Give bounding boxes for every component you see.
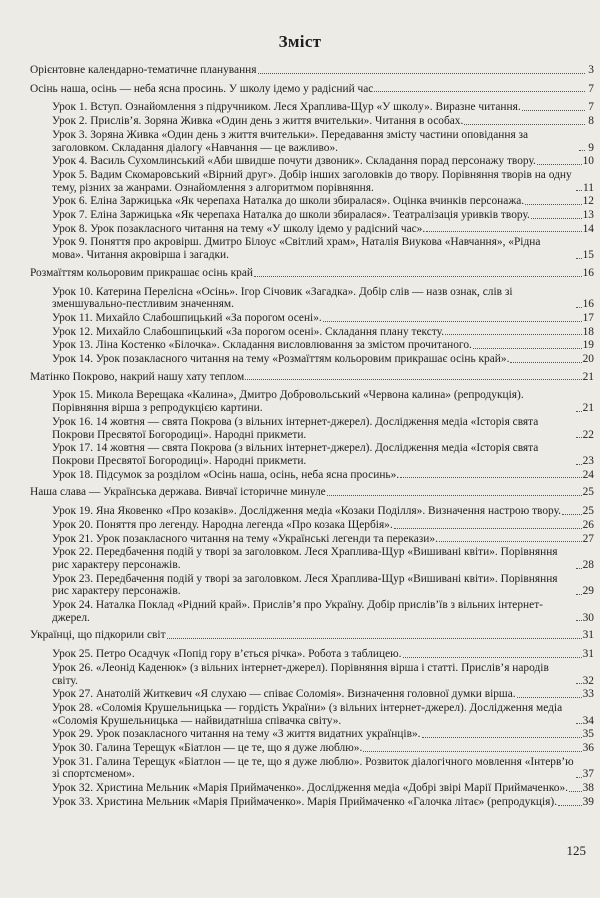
toc-lesson-entry	[30, 688, 594, 701]
toc-lesson-entry	[30, 533, 594, 546]
toc-entry-page: 31	[582, 629, 594, 642]
toc-lesson-entry	[30, 286, 594, 311]
toc-entry-page: 11	[583, 181, 594, 194]
toc-section-entry	[30, 267, 594, 280]
toc-lesson-entry	[30, 195, 594, 208]
toc-lesson-entry	[30, 129, 594, 154]
toc-lesson-entry	[30, 728, 594, 741]
toc-entry-page: 32	[582, 674, 594, 687]
toc-entry-text: Урок 29. Урок позакласного читання на тему «З життя видатних українців».	[52, 728, 421, 741]
toc-entry-text: Орієнтовне календарно-тематичне планування	[30, 64, 257, 76]
toc-entry-text: Урок 10. Катерина Перелісна «Осінь». Ігор Січовик «Загадка». Добір слів — назв ознак, слів зі зменшувально-пестливим значенням.	[52, 285, 513, 311]
toc-lesson-entry	[30, 519, 594, 532]
toc-entry-page: 33	[582, 688, 594, 701]
toc-entry-page: 14	[582, 222, 594, 235]
toc-entry-page: 34	[582, 714, 594, 727]
toc-entry-text: Урок 19. Яна Яковенко «Про козаків». Дослідження медіа «Козаки Поділля». Визначення настрою твору.	[52, 505, 561, 518]
toc-entry-page: 27	[582, 532, 594, 545]
dot-leader	[394, 528, 582, 529]
toc-entry-page: 29	[582, 585, 594, 598]
toc-entry-text: Українці, що підкорили світ	[30, 629, 166, 642]
toc-lesson-entry	[30, 648, 594, 661]
toc-entry-text: Наша слава — Українська держава. Вивчаї історичне минуле	[30, 486, 326, 499]
toc-entry-text: Урок 33. Христина Мельник «Марія Приймаченко». Марія Приймаченко «Галочка літає» (репродукція).	[52, 795, 558, 808]
toc-entry-text: Урок 6. Еліна Заржицька «Як черепаха Наталка до школи збиралася». Оцінка вчинків персонажа.	[52, 195, 525, 208]
table-of-contents	[30, 64, 594, 810]
toc-lesson-entry	[30, 155, 594, 168]
toc-entry-page: 10	[582, 155, 594, 168]
toc-entry-text: Урок 9. Поняття про акровірш. Дмитро Білоус «Світлий храм», Наталія Виукова «Навчання», «Рідна мова». Читання акровірша і загадки.	[52, 236, 541, 262]
toc-entry-text: Урок 20. Поняття про легенду. Народна легенда «Про козака Щербія».	[52, 518, 393, 531]
toc-entry-text: Розмаїттям кольоровим прикрашає осінь край	[30, 266, 253, 279]
dot-leader	[400, 477, 581, 478]
dot-leader	[525, 204, 582, 205]
dot-leader	[363, 751, 581, 752]
toc-entry-page: 25	[582, 486, 594, 499]
dot-leader	[522, 110, 585, 111]
toc-entry-text: Урок 21. Урок позакласного читання на тему «Українські легенди та перекази».	[52, 532, 438, 545]
dot-leader	[445, 334, 582, 335]
toc-entry-text: Урок 27. Анатолій Житкевич «Я слухаю — співає Соломія». Визначення головної думки вірша.	[52, 688, 516, 701]
toc-lesson-entry	[30, 505, 594, 518]
toc-entry-page: 8	[588, 115, 594, 128]
toc-entry-page: 19	[582, 339, 594, 352]
page-number: 125	[566, 843, 586, 858]
dot-leader	[576, 258, 582, 259]
toc-entry-text: Урок 30. Галина Терещук «Біатлон — це те, що я дуже люблю».	[52, 742, 363, 755]
toc-lesson-entry	[30, 353, 594, 366]
toc-entry-text: Урок 8. Урок позакласного читання на тему «У школу ідемо у радісний час».	[52, 222, 426, 235]
dot-leader	[426, 231, 581, 232]
toc-entry-page: 7	[588, 82, 594, 95]
toc-entry-page: 18	[582, 325, 594, 338]
toc-lesson-entry	[30, 389, 594, 414]
toc-entry-text: Урок 25. Петро Осадчук «Попід гору в’ється річка». Робота з таблицею.	[52, 648, 402, 661]
toc-entry-text: Урок 23. Передбачення подій у творі за заголовком. Леся Храплива-Щур «Вишивані квіти». Порівняння рис характеру персонажів.	[52, 572, 558, 598]
toc-entry-text: Урок 18. Підсумок за розділом «Осінь наша, осінь, неба ясна просинь».	[52, 468, 400, 481]
toc-lesson-entry	[30, 796, 594, 809]
toc-entry-text: Урок 16. 14 жовтня — свята Покрова (з вільних інтернет-джерел). Дослідження медіа «Історія свята Покрови Пресвятої Богородиці». Народні прикмети.	[52, 415, 539, 441]
dot-leader	[245, 379, 581, 380]
dot-leader	[576, 620, 582, 621]
dot-leader	[327, 495, 582, 496]
toc-lesson-entry	[30, 312, 594, 325]
dot-leader	[258, 73, 585, 74]
toc-entry-page: 12	[582, 195, 594, 208]
toc-lesson-entry	[30, 756, 594, 781]
toc-section-entry	[30, 371, 594, 384]
toc-entry-page: 17	[582, 311, 594, 324]
dot-leader	[562, 514, 582, 515]
toc-entry-page: 13	[582, 209, 594, 222]
page-title: Зміст	[278, 32, 322, 51]
toc-entry-text: Урок 17. 14 жовтня — свята Покрова (з вільних інтернет-джерел). Дослідження медіа «Історія свята Покрови Пресвятої Богородиці». Народні прикмети.	[52, 442, 539, 467]
toc-entry-text: Урок 31. Галина Терещук «Біатлон — це те, що я дуже люблю». Розвиток діалогічного мовлення «Інтерв’ю зі спортсменом».	[52, 755, 574, 781]
toc-entry-text: Урок 15. Микола Верещака «Калина», Дмитро Добровольський «Червона калина» (репродукція). Порівняння вірша з репродукцією картини.	[52, 389, 524, 415]
toc-entry-page: 9	[588, 141, 594, 154]
dot-leader	[576, 437, 582, 438]
toc-entry-page: 25	[582, 505, 594, 518]
toc-entry-page: 20	[582, 353, 594, 366]
toc-entry-text: Урок 3. Зоряна Живка «Один день з життя вчительки». Передавання змісту частини оповідання за заголовком. Складання діалогу «Навчання — це важливо».	[52, 128, 529, 154]
toc-entry-page: 38	[582, 782, 594, 795]
dot-leader	[473, 348, 582, 349]
dot-leader	[576, 190, 582, 191]
dot-leader	[517, 697, 582, 698]
toc-entry-page: 30	[582, 611, 594, 624]
toc-lesson-entry	[30, 326, 594, 339]
dot-leader	[510, 362, 581, 363]
toc-entry-page: 22	[582, 428, 594, 441]
toc-lesson-entry	[30, 702, 594, 727]
toc-section-entry	[30, 629, 594, 642]
toc-lesson-entry	[30, 442, 594, 467]
toc-entry-text: Урок 12. Михайло Слабошпицький «За порогом осені». Складання плану тексту.	[52, 325, 445, 338]
toc-entry-page: 21	[582, 402, 594, 415]
toc-entry-text: Урок 28. «Соломія Крушельницька — гордість України» (з вільних інтернет-джерел). Дослідження медіа «Соломія Крушельницька — найвидатніша співачка світу».	[52, 701, 563, 727]
toc-section-entry	[30, 486, 594, 499]
dot-leader	[531, 218, 582, 219]
toc-entry-page: 36	[582, 742, 594, 755]
dot-leader	[576, 307, 582, 308]
dot-leader	[558, 805, 582, 806]
toc-lesson-entry	[30, 236, 594, 261]
toc-lesson-entry	[30, 115, 594, 128]
dot-leader	[464, 124, 585, 125]
toc-entry-text: Осінь наша, осінь — неба ясна просинь. У школу ідемо у радісний час	[30, 82, 374, 95]
toc-entry-text: Урок 24. Наталка Поклад «Рідний край». Прислів’я про Україну. Добір прислів’їв з вільних інтернет-джерел.	[52, 599, 543, 624]
dot-leader	[569, 791, 582, 792]
toc-lesson-entry	[30, 223, 594, 236]
toc-entry-page: 21	[582, 370, 594, 383]
toc-entry-page: 35	[582, 728, 594, 741]
toc-entry-text: Матінко Покрово, накрий нашу хату теплом	[30, 370, 245, 383]
dot-leader	[439, 541, 582, 542]
dot-leader	[422, 737, 582, 738]
toc-entry-page: 37	[582, 768, 594, 781]
toc-entry-text: Урок 4. Василь Сухомлинський «Аби швидше почути дзвоник». Складання порад персонажу твору.	[52, 155, 536, 168]
toc-entry-page: 23	[582, 454, 594, 467]
toc-entry-text: Урок 5. Вадим Скомаровський «Вірний друг». Добір інших заголовків до твору. Порівняння творів на одну тему, різних за жанрами. Ознайомлення з алгоритмом порівняння.	[52, 168, 572, 194]
dot-leader	[576, 568, 582, 569]
toc-entry-page: 28	[582, 558, 594, 571]
dot-leader	[576, 464, 582, 465]
toc-entry-page: 39	[582, 795, 594, 808]
toc-entry-page: 15	[582, 249, 594, 262]
dot-leader	[576, 777, 582, 778]
toc-entry-page: 16	[582, 298, 594, 311]
toc-lesson-entry	[30, 573, 594, 598]
toc-entry-page: 7	[588, 101, 594, 114]
toc-entry-text: Урок 22. Передбачення подій у творі за заголовком. Леся Храплива-Щур «Вишивані квіти». Порівняння рис характеру персонажів.	[52, 546, 558, 571]
dot-leader	[254, 276, 582, 277]
toc-lesson-entry	[30, 169, 594, 194]
toc-entry-text: Урок 1. Вступ. Ознайомлення з підручником. Леся Храплива-Щур «У школу». Виразне читання.	[52, 101, 521, 114]
dot-leader	[576, 411, 582, 412]
dot-leader	[576, 594, 582, 595]
toc-entry-page: 3	[588, 64, 594, 76]
dot-leader	[403, 657, 582, 658]
toc-section-entry	[30, 83, 594, 96]
toc-entry-text: Урок 2. Прислів’я. Зоряна Живка «Один день з життя вчительки». Читання в особах.	[52, 115, 464, 128]
toc-section-entry	[30, 64, 594, 77]
toc-lesson-entry	[30, 416, 594, 441]
dot-leader	[323, 321, 582, 322]
dot-leader	[167, 638, 582, 639]
toc-entry-page: 26	[582, 518, 594, 531]
toc-lesson-entry	[30, 101, 594, 114]
toc-entry-text: Урок 7. Еліна Заржицька «Як черепаха Наталка до школи збиралася». Театралізація уривків твору.	[52, 209, 530, 222]
toc-lesson-entry	[30, 546, 594, 571]
toc-lesson-entry	[30, 662, 594, 687]
toc-entry-text: Урок 13. Ліна Костенко «Білочка». Складання висловлювання за змістом прочитаного.	[52, 339, 472, 352]
toc-entry-page: 16	[582, 266, 594, 279]
toc-lesson-entry	[30, 209, 594, 222]
dot-leader	[374, 91, 585, 92]
toc-entry-page: 24	[582, 468, 594, 481]
toc-entry-text: Урок 11. Михайло Слабошпицький «За порогом осені».	[52, 311, 322, 324]
toc-lesson-entry	[30, 469, 594, 482]
toc-lesson-entry	[30, 339, 594, 352]
toc-entry-page: 31	[582, 648, 594, 661]
toc-lesson-entry	[30, 599, 594, 624]
toc-entry-text: Урок 14. Урок позакласного читання на тему «Розмаїттям кольоровим прикрашає осінь край».	[52, 353, 510, 366]
dot-leader	[576, 683, 582, 684]
dot-leader	[537, 164, 582, 165]
toc-lesson-entry	[30, 782, 594, 795]
dot-leader	[579, 150, 585, 151]
toc-lesson-entry	[30, 742, 594, 755]
toc-entry-text: Урок 26. «Леонід Каденюк» (з вільних інтернет-джерел). Порівняння вірша і статті. Прислів’я народів світу.	[52, 661, 549, 687]
toc-entry-text: Урок 32. Христина Мельник «Марія Приймаченко». Дослідження медіа «Добрі звірі Марії Приймаченко».	[52, 782, 569, 795]
dot-leader	[576, 723, 582, 724]
